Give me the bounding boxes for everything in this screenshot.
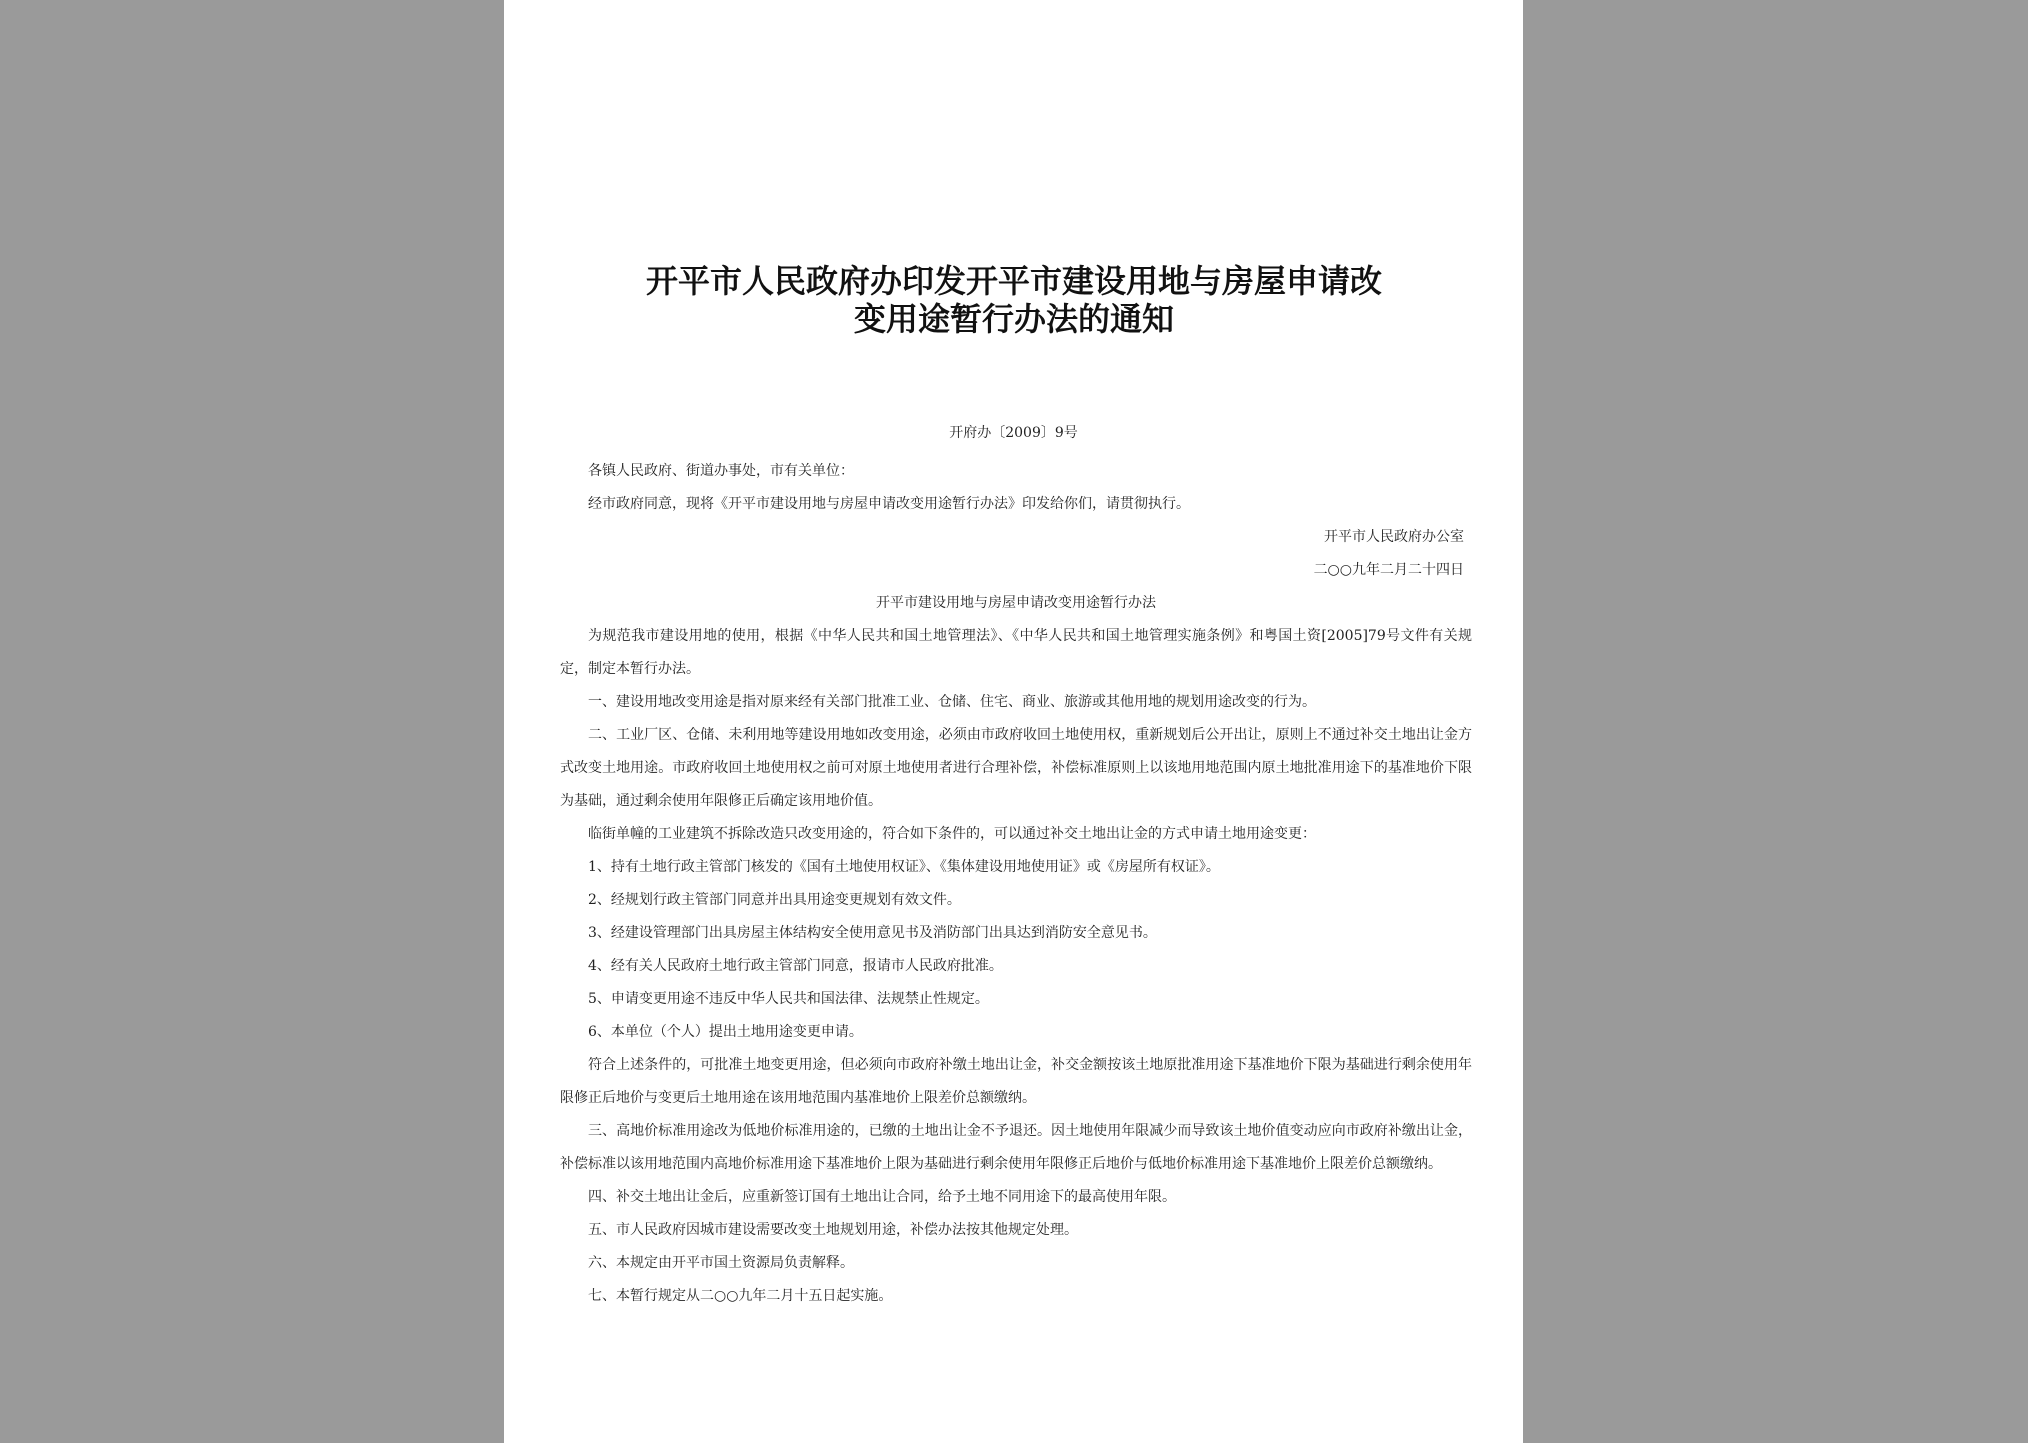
document-body — [560, 455, 1472, 1313]
intro-paragraph: 经市政府同意，现将《开平市建设用地与房屋申请改变用途暂行办法》印发给你们，请贯彻执行。 — [588, 496, 1190, 512]
paragraph: 二、工业厂区、仓储、未利用地等建设用地如改变用途，必须由市政府收回土地使用权，重新规划后公开出让，原则上不通过补交土地出让金方式改变土地用途。市政府收回土地使用权之前可对原土地使用者进行合理补偿，补偿标准原则上以该地用地范围内原土地批准用途下的基准地价下限为基础，通过剩余使用年限修正后确定该用地价值。 — [560, 727, 1472, 809]
paragraph: 七、本暂行规定从二○○九年二月十五日起实施。 — [588, 1288, 893, 1304]
list-item: 1、持有土地行政主管部门核发的《国有土地使用权证》、《集体建设用地使用证》或《房屋所有权证》。 — [588, 859, 1220, 875]
list-item: 4、经有关人民政府土地行政主管部门同意，报请市人民政府批准。 — [588, 958, 1003, 974]
paragraph: 一、建设用地改变用途是指对原来经有关部门批准工业、仓储、住宅、商业、旅游或其他用地的规划用途改变的行为。 — [588, 694, 1316, 710]
list-item: 5、申请变更用途不违反中华人民共和国法律、法规禁止性规定。 — [588, 991, 989, 1007]
issuer: 开平市人民政府办公室 — [1324, 529, 1464, 545]
paragraph: 三、高地价标准用途改为低地价标准用途的，已缴的土地出让金不予退还。因土地使用年限减少而导致该土地价值变动应向市政府补缴出让金，补偿标准以该用地范围内高地价标准用途下基准地价上限为基础进行剩余使用年限修正后地价与低地价标准用途下基准地价上限差价总额缴纳。 — [560, 1123, 1472, 1172]
paragraph: 六、本规定由开平市国土资源局负责解释。 — [588, 1255, 854, 1271]
addressee: 各镇人民政府、街道办事处，市有关单位： — [588, 463, 854, 479]
list-item: 2、经规划行政主管部门同意并出具用途变更规划有效文件。 — [588, 892, 961, 908]
document-title — [584, 262, 1444, 338]
list-item: 6、本单位（个人）提出土地用途变更申请。 — [588, 1024, 863, 1040]
paragraph: 符合上述条件的，可批准土地变更用途，但必须向市政府补缴土地出让金，补交金额按该土地原批准用途下基准地价下限为基础进行剩余使用年限修正后地价与变更后土地用途在该用地范围内基准地价上限差价总额缴纳。 — [560, 1057, 1472, 1106]
document-page — [504, 0, 1523, 1443]
title-line-2: 变用途暂行办法的通知 — [853, 300, 1174, 338]
paragraph: 为规范我市建设用地的使用，根据《中华人民共和国土地管理法》、《中华人民共和国土地管理实施条例》和粤国土资[2005]79号文件有关规定，制定本暂行办法。 — [560, 628, 1472, 677]
issue-date: 二○○九年二月二十四日 — [1313, 562, 1464, 578]
paragraph: 四、补交土地出让金后，应重新签订国有土地出让合同，给予土地不同用途下的最高使用年限。 — [588, 1189, 1176, 1205]
paragraph: 五、市人民政府因城市建设需要改变土地规划用途，补偿办法按其他规定处理。 — [588, 1222, 1078, 1238]
title-line-1: 开平市人民政府办印发开平市建设用地与房屋申请改 — [645, 262, 1382, 300]
document-number: 开府办〔2009〕9号 — [949, 425, 1078, 441]
list-item: 3、经建设管理部门出具房屋主体结构安全使用意见书及消防部门出具达到消防安全意见书。 — [588, 925, 1157, 941]
measures-title: 开平市建设用地与房屋申请改变用途暂行办法 — [876, 595, 1156, 611]
paragraph: 临街单幢的工业建筑不拆除改造只改变用途的，符合如下条件的，可以通过补交土地出让金的方式申请土地用途变更： — [588, 826, 1316, 842]
